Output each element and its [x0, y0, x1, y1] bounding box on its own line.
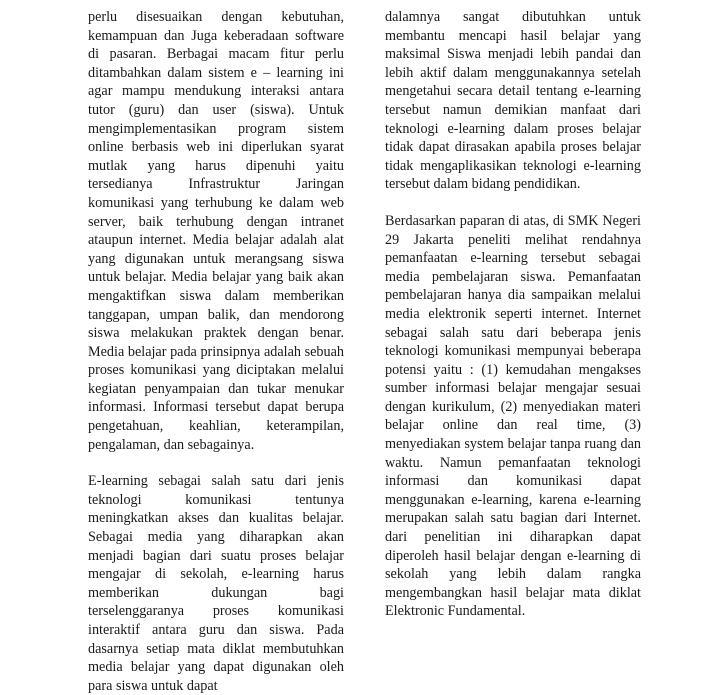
left-paragraph-1: perlu disesuaikan dengan kebutuhan, kemampuan dan Juga keberadaan software di pasaran. Berbagai macam fitur perlu ditambahkan dalam sistem e – learning ini agar mampu mendukung interaksi antara tutor (guru) dan user (siswa). Untuk mengimplementasikan program sistem online berbasis web ini diperlukan syarat mutlak yang harus dipenuhi yaitu tersedianya Infrastruktur Jaringan komunikasi yang terhubung ke dalam web server, baik terhubung dengan intranet ataupun internet. Media belajar adalah alat yang digunakan untuk merangsang siswa untuk belajar. Media belajar yang baik akan mengaktifkan siswa dalam memberikan tanggapan, umpan balik, dan mendorong siswa melakukan praktek dengan benar. Media belajar pada prinsipnya adalah sebuah proses komunikasi yang diciptakan melalui kegiatan penyampaian dan tukar menukar informasi. Informasi tersebut dapat berupa pengetahuan, keahlian, keterampilan, pengalaman, dan sebagainya.	[88, 9, 344, 453]
right-paragraph-1: dalamnya sangat dibutuhkan untuk membantu mencapi hasil belajar yang maksimal Siswa menjadi lebih pandai dan lebih aktif dalam menggunakannya setelah mengetahui secara detail tentang e-learning tersebut namun demikian manfaat dari teknologi e-learning dalam proses belajar tidak dapat dirasakan apabila proses belajar tidak mengaplikasikan teknologi e-learning tersebut dalam bidang pendidikan.	[385, 9, 641, 193]
right-paragraph-2: Berdasarkan paparan di atas, di SMK Negeri 29 Jakarta peneliti melihat rendahnya pemanfaatan e-learning tersebut sebagai media pembelajaran siswa. Pemanfaatan pembelajaran hanya dia sampaikan melalui media elektronik seperti internet. Internet sebagai salah satu dari beberapa jenis teknologi komunikasi mempunyai beberapa potensi yaitu : (1) kemudahan mengakses sumber informasi belajar mengajar sesuai dengan kurikulum, (2) menyediakan materi belajar online dan real time, (3) menyediakan system belajar tanpa ruang dan waktu. Namun pemanfaatan teknologi informasi dan komunikasi dapat menggunakan e-learning, karena e-learning merupakan salah satu bagian dari Internet. dari penelitian ini diharapkan dapat diperoleh hasil belajar dengan e-learning di sekolah yang lebih dalam rangka mengembangkan hasil belajar mata diklat Elektronic Fundamental.	[385, 212, 641, 620]
right-text-column	[385, 8, 641, 621]
left-text-column	[88, 8, 344, 695]
left-paragraph-2: E-learning sebagai salah satu dari jenis teknologi komunikasi tentunya meningkatkan akses dan kualitas belajar. Sebagai media yang diharapkan akan menjadi bagian dari suatu proses belajar mengajar di sekolah, e-learning harus memberikan dukungan bagi terselenggaranya proses komunikasi interaktif antara guru dan siswa. Pada dasarnya setiap mata diklat membutuhkan media belajar yang dapat digunakan oleh para siswa untuk dapat	[88, 473, 344, 694]
